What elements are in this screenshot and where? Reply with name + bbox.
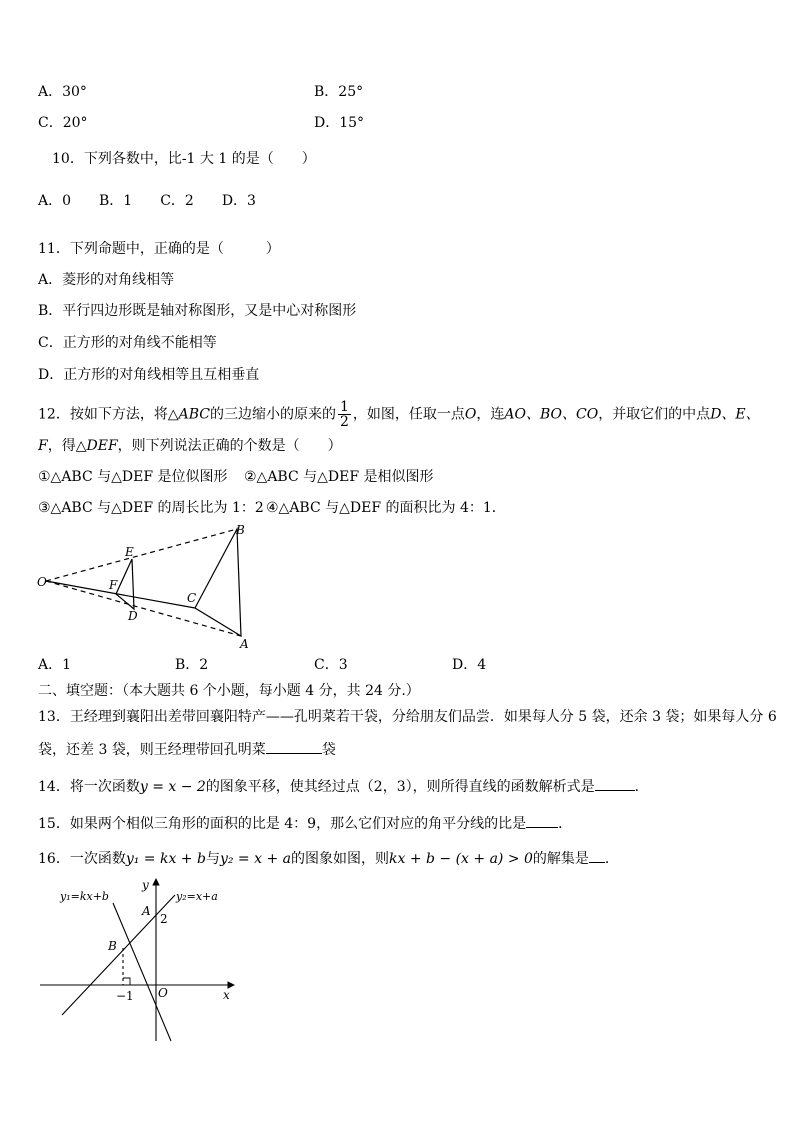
q12-option-c: C．3 (314, 657, 348, 673)
q16-label-o: O (158, 986, 168, 1000)
q16-formula-1: y₁ = kx + b (125, 851, 206, 867)
q14-line (38, 776, 649, 796)
q16-label-neg1: −1 (116, 989, 134, 1003)
q12-line-oa (46, 581, 241, 636)
q16-label-y2: y₂=x+a (176, 890, 218, 903)
q12-option-a: A．1 (38, 657, 72, 673)
q16-d: 的解集是 (532, 851, 589, 867)
q11-stem: 11．下列命题中，正确的是（ ） (38, 241, 280, 257)
q12-stem-a: 12．按如下方法，将△ (38, 406, 179, 423)
q9-option-d: D．15° (314, 115, 365, 131)
q12-stem-b: 的三边缩小的原来的 (209, 406, 336, 423)
q11-option-a: A．菱形的对角线相等 (38, 272, 175, 288)
q16-inequality: kx + b − (x + a) > 0 (388, 851, 533, 867)
q16-answer-blank[interactable] (589, 848, 605, 863)
q12-label-o: O (37, 575, 47, 589)
q12-statement-2: ②△ABC 与△DEF 是相似图形 (244, 469, 434, 485)
q16-label-b: B (108, 939, 117, 953)
q12-option-b: B．2 (175, 657, 209, 673)
q12-line2-b: ，则下列说法正确的个数是（ ） (117, 438, 342, 454)
q12-stem-de: D、E、 (710, 406, 760, 423)
q16-b: 与 (205, 851, 220, 867)
q16-a: 16．一次函数 (38, 851, 126, 867)
q15-answer-blank[interactable] (526, 813, 558, 828)
q9-option-b: B．25° (314, 84, 364, 100)
q12-figure (30, 520, 270, 655)
q16-label-y1: y₁=kx+b (60, 890, 109, 903)
q12-stem-list: AO、BO、CO (504, 406, 599, 423)
q13-answer-blank[interactable] (266, 739, 322, 754)
q12-statement-3: ③△ABC 与△DEF 的周长比为 1：2 (38, 500, 264, 516)
q13-line2 (38, 739, 336, 759)
q16-label-x: x (223, 988, 230, 1002)
q16-figure (38, 875, 248, 1045)
q12-label-e: E (125, 545, 134, 559)
q16-e: ． (604, 851, 619, 867)
q10-stem: 10．下列各数中，比-1 大 1 的是（ ） (52, 151, 316, 167)
q12-stem-line2 (38, 437, 342, 455)
q12-label-f: F (109, 578, 118, 592)
q15-a: 15．如果两个相似三角形的面积的比是 4：9，那么它们对应的角平分线的比是 (38, 816, 527, 832)
q16-label-a: A (142, 904, 151, 918)
q12-frac-num: 1 (339, 399, 349, 415)
q12-line2-f: F (38, 438, 48, 454)
q12-label-b: B (236, 523, 245, 537)
q12-label-c: C (187, 591, 197, 605)
q12-line2-a: ，得△ (47, 438, 87, 454)
q10-options: A．0 B．1 C．2 D．3 (38, 193, 256, 209)
q12-frac-den: 2 (339, 414, 349, 430)
q13-line2-a: 袋，还差 3 袋，则王经理带回孔明菜 (38, 742, 266, 758)
q14-c: ． (634, 779, 649, 795)
q15-line (38, 813, 572, 833)
q12-line2-def: DEF (86, 438, 118, 454)
q12-stem-e: ，并取它们的中点 (598, 406, 711, 423)
q12-statement-4: ④△ABC 与△DEF 的面积比为 4：1． (266, 500, 506, 516)
q12-triangle-abc (195, 529, 241, 636)
q14-a: 14．将一次函数 (38, 779, 140, 795)
q13-line2-b: 袋 (321, 742, 336, 758)
section2-heading: 二、填空题：（本大题共 6 个小题，每小题 4 分，共 24 分.） (38, 683, 420, 699)
q12-stem-d: ，连 (476, 406, 505, 423)
q12-stem-o: O (464, 406, 477, 423)
q16-line (38, 848, 619, 868)
q11-option-d: D．正方形的对角线相等且互相垂直 (38, 367, 260, 383)
q12-label-d: D (128, 609, 138, 623)
q16-label-y: y (142, 878, 149, 892)
q9-option-c: C．20° (38, 115, 88, 131)
q12-fraction (338, 400, 351, 429)
q12-line-ob (46, 529, 237, 581)
q14-b: 的图象平移，使其经过点（2，3），则所得直线的函数解析式是 (205, 779, 595, 795)
q14-answer-blank[interactable] (595, 776, 635, 791)
q11-option-c: C．正方形的对角线不能相等 (38, 335, 217, 351)
q12-stem-line1 (38, 400, 760, 429)
q12-statement-1: ①△ABC 与△DEF 是位似图形 (38, 469, 228, 485)
q16-right-angle-mark (123, 978, 130, 985)
q12-option-d: D．4 (452, 657, 487, 673)
q9-option-a: A．30° (38, 84, 87, 100)
q13-line1: 13．王经理到襄阳出差带回襄阳特产——孔明菜若干袋，分给朋友们品尝．如果每人分 5 袋，还余 3 袋；如果每人分 6 (38, 709, 777, 725)
q12-stem-abc: ABC (178, 406, 210, 423)
q12-stem-c: ，如图，任取一点 (352, 406, 465, 423)
q15-b: ． (558, 816, 573, 832)
q14-formula: y = x − 2 (139, 779, 206, 795)
q12-label-a: A (240, 637, 249, 651)
q16-label-two: 2 (160, 912, 168, 926)
q11-option-b: B．平行四边形既是轴对称图形，又是中心对称图形 (38, 303, 357, 319)
q16-formula-2: y₂ = x + a (219, 851, 291, 867)
q16-c: 的图象如图，则 (290, 851, 389, 867)
